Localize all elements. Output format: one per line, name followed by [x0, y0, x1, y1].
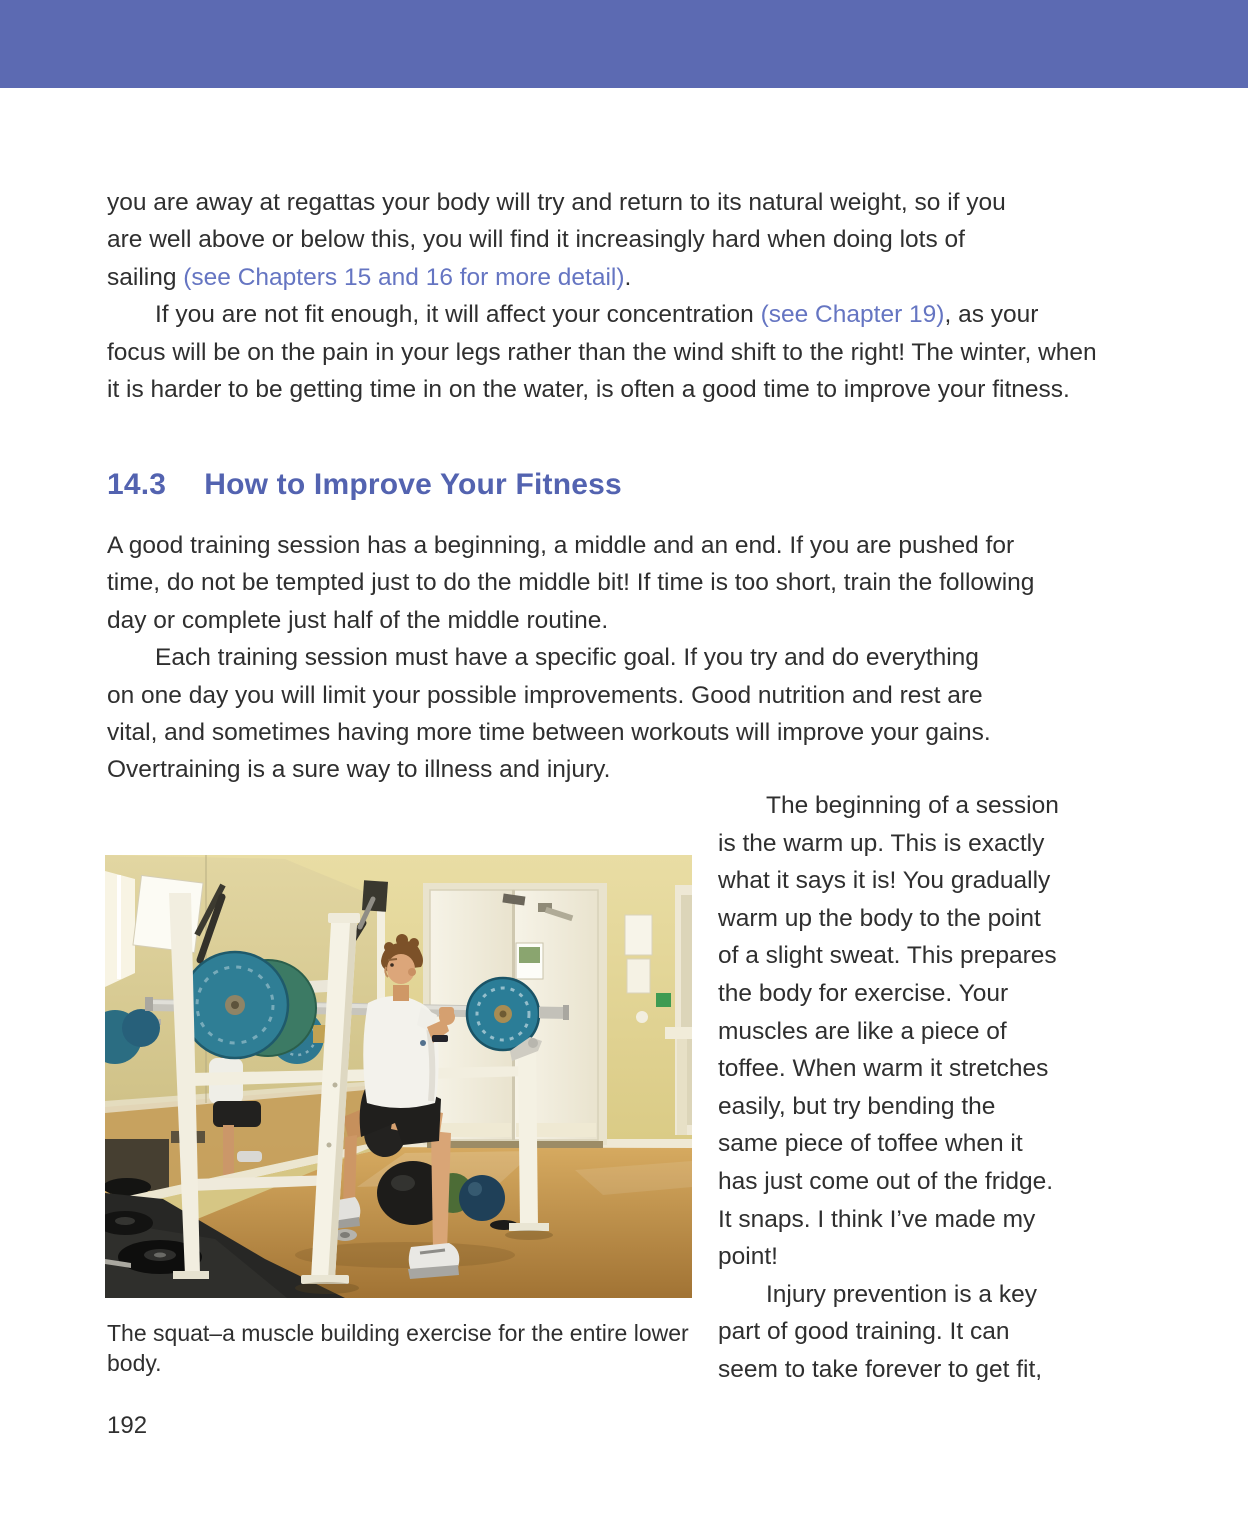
body-text: The beginning of a session	[766, 792, 1059, 819]
body-text: focus will be on the pain in your legs rather than the wind shift to the right! The winter, when	[107, 338, 1097, 366]
body-text: .	[624, 263, 632, 291]
text-line	[718, 825, 1059, 863]
text-line	[718, 1125, 1059, 1163]
text-line	[107, 602, 1034, 639]
body-text: the body for exercise. Your	[718, 979, 1009, 1007]
text-line	[718, 862, 1059, 900]
text-line	[718, 1013, 1059, 1051]
body-text: A good training session has a beginning, a middle and an end. If you are pushed for	[107, 532, 1015, 559]
text-line	[718, 1313, 1059, 1351]
text-line	[107, 221, 1097, 258]
body-text: day or complete just half of the middle routine.	[107, 606, 609, 634]
text-line	[107, 677, 1034, 714]
text-line	[718, 1088, 1059, 1126]
text-line	[107, 371, 1097, 408]
body-text: Overtraining is a sure way to illness and injury.	[107, 756, 611, 784]
text-line	[718, 1201, 1059, 1239]
gym-photo-illustration	[105, 855, 692, 1298]
text-line	[107, 527, 1034, 564]
section-number: 14.3	[107, 468, 167, 501]
body-text: Each training session must have a specific goal. If you try and do everything	[155, 644, 979, 672]
text-line	[718, 1238, 1059, 1276]
intro-paragraphs	[107, 184, 1097, 408]
text-line	[107, 259, 1097, 296]
section-heading	[107, 468, 622, 502]
chapter-color-band	[0, 0, 1248, 88]
far-shin	[343, 1135, 357, 1205]
body-text: seem to take forever to get fit,	[718, 1355, 1043, 1383]
body-text: you are away at regattas your body will try and return to its natural weight, so if you	[107, 189, 1006, 216]
body-text: are well above or below this, you will find it increasingly hard when doing lots of	[107, 226, 965, 254]
text-line	[718, 1276, 1059, 1314]
body-text: point!	[718, 1243, 778, 1271]
body-text: time, do not be tempted just to do the middle bit! If time is too short, train the following	[107, 569, 1035, 597]
body-text: muscles are like a piece of	[718, 1017, 1007, 1045]
text-line	[718, 900, 1059, 938]
hand	[439, 1009, 455, 1025]
body-text: toffee. When warm it stretches	[718, 1055, 1049, 1083]
ear	[408, 968, 416, 976]
body-text: warm up the body to the point	[718, 904, 1041, 932]
caption-line: The squat–a muscle building exercise for the entire lower	[107, 1320, 689, 1346]
text-line	[718, 787, 1059, 825]
body-text: sailing	[107, 263, 184, 291]
text-line	[107, 296, 1097, 333]
blue-medicine-ball	[459, 1175, 505, 1221]
body-text: same piece of toffee when it	[718, 1130, 1023, 1158]
body-text: , as your	[944, 301, 1039, 329]
body-text: If you are not fit enough, it will affect your concentration	[155, 301, 761, 329]
figure-photo	[105, 855, 692, 1298]
body-text: easily, but try bending the	[718, 1092, 996, 1120]
page-number: 192	[107, 1412, 148, 1439]
body-text: is the warm up. This is exactly	[718, 829, 1045, 857]
neck	[393, 985, 409, 1001]
cross-reference-link[interactable]: (see Chapters 15 and 16 for more detail)	[183, 263, 625, 291]
body-text: Injury prevention is a key	[766, 1280, 1037, 1308]
shirt-logo	[420, 1040, 426, 1046]
cross-reference-link[interactable]: (see Chapter 19)	[760, 301, 945, 329]
text-line	[107, 334, 1097, 371]
body-text: it is harder to be getting time in on the water, is often a good time to improve your fitness.	[107, 376, 1070, 404]
body-text: of a slight sweat. This prepares	[718, 942, 1057, 970]
wall-speaker	[362, 880, 388, 912]
body-text: on one day you will limit your possible improvements. Good nutrition and rest are	[107, 681, 983, 709]
body-text: what it says it is! You gradually	[718, 867, 1051, 895]
section-title: How to Improve Your Fitness	[204, 468, 622, 501]
section-paragraphs	[107, 527, 1034, 789]
text-line	[107, 751, 1034, 788]
caption-line: body.	[107, 1350, 162, 1376]
text-line	[107, 184, 1097, 221]
right-column-paragraphs	[718, 787, 1059, 1389]
text-line	[718, 975, 1059, 1013]
text-line	[718, 1351, 1059, 1389]
green-alarm-box	[656, 993, 671, 1007]
eye	[390, 963, 394, 967]
body-text: part of good training. It can	[718, 1318, 1010, 1346]
figure-caption	[107, 1318, 689, 1378]
text-line	[718, 937, 1059, 975]
body-text: has just come out of the fridge.	[718, 1167, 1054, 1195]
watch	[432, 1035, 448, 1042]
text-line	[718, 1163, 1059, 1201]
reflected-plate	[122, 1009, 160, 1047]
notice-sheet	[133, 875, 203, 952]
text-line	[107, 564, 1034, 601]
text-line	[107, 639, 1034, 676]
text-line	[718, 1050, 1059, 1088]
body-text: It snaps. I think I’ve made my	[718, 1205, 1036, 1233]
text-line	[107, 714, 1034, 751]
body-text: vital, and sometimes having more time between workouts will improve your gains.	[107, 719, 991, 747]
